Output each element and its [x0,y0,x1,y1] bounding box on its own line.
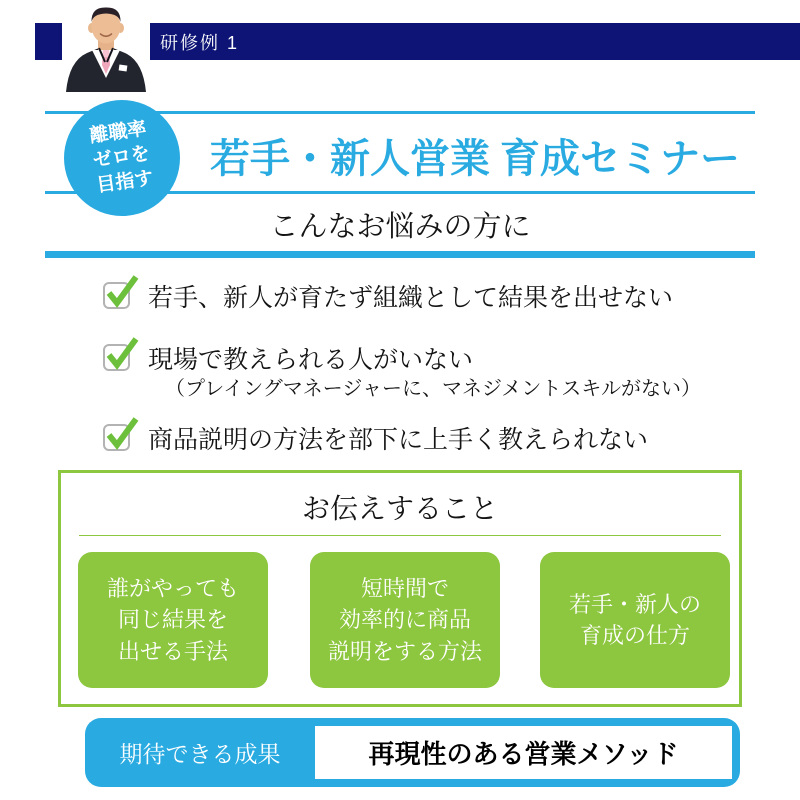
worry-item [103,340,473,376]
checkbox [103,424,130,451]
offer-card: 若手・新人の 育成の仕方 [540,552,730,688]
check-icon [104,415,140,451]
zero-turnover-badge [64,100,180,216]
worry-item [103,420,648,456]
zero-turnover-badge-text: 離職率 ゼロを 目指す [88,118,156,198]
instructor-photo-image [62,4,150,92]
offer-cards [61,552,739,688]
worry-item-text: 若手、新人が育たず組織として結果を出せない [148,284,674,312]
worry-item-text: 現場で教えられる人がいない [148,346,474,374]
worry-item-note: （プレイングマネージャーに、マネジメントスキルがない） [165,378,701,400]
result-section [85,718,740,787]
worries-heading-underline [45,251,755,258]
checkbox [103,282,130,309]
seminar-title: 若手・新人営業 育成セミナー [210,135,740,181]
checkbox [103,344,130,371]
offer-section [58,470,742,707]
offer-card: 短時間で 効率的に商品 説明をする方法 [310,552,500,688]
offer-section-divider [79,535,721,536]
worry-item [103,278,673,314]
offer-section-title: お伝えすること [301,493,498,524]
result-label: 期待できる成果 [119,741,281,767]
header-badge-label: 研修例 1 [160,32,240,53]
offer-card: 誰がやっても 同じ結果を 出せる手法 [78,552,268,688]
instructor-photo [62,4,150,92]
worry-item-text: 商品説明の方法を部下に上手く教えられない [148,426,649,454]
check-icon [104,273,140,309]
result-value: 再現性のある営業メソッド [315,726,732,779]
check-icon [104,335,140,371]
worries-heading: こんなお悩みの方に [269,211,531,243]
